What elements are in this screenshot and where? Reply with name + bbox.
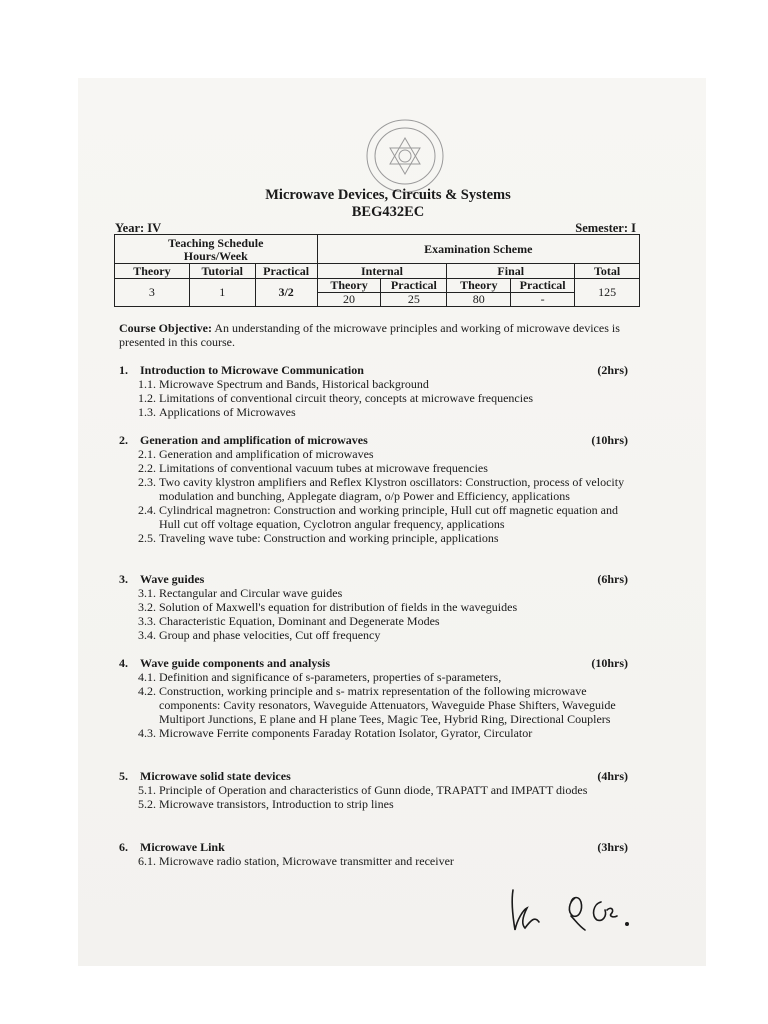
list-item: 2.1. Generation and amplification of microwaves (138, 447, 374, 461)
list-item: 2.5. Traveling wave tube: Construction and working principle, applications (138, 531, 499, 545)
section-hours: (2hrs) (597, 363, 628, 377)
teaching-schedule-header: Teaching Schedule Hours/Week (115, 235, 318, 264)
list-item: 1.1. Microwave Spectrum and Bands, Historical background (138, 377, 429, 391)
section-number: 4. (119, 656, 128, 670)
university-seal-stamp (360, 116, 450, 196)
examination-scheme-header: Examination Scheme (317, 235, 639, 264)
section-hours: (10hrs) (591, 656, 628, 670)
val-final-theory: 80 (447, 293, 511, 307)
course-title: Microwave Devices, Circuits & Systems (265, 187, 511, 203)
list-item: 5.2. Microwave transistors, Introduction to strip lines (138, 797, 394, 811)
col-internal: Internal (317, 264, 447, 279)
list-item: 2.4. Cylindrical magnetron: Construction and working principle, Hull cut off magnetic equation and Hull cut off voltage equation, Cyclotron angular frequency, applications (138, 503, 619, 531)
course-objective (119, 321, 639, 349)
list-item: 2.2. Limitations of conventional vacuum tubes at microwave frequencies (138, 461, 488, 475)
objective-text: An understanding of the microwave principles and working of microwave devices is presented in this course. (119, 321, 620, 349)
year-label: Year: IV (115, 221, 162, 235)
section-title: Wave guides (140, 572, 205, 586)
objective-label: Course Objective: (119, 321, 212, 335)
list-item: 1.3. Applications of Microwaves (138, 405, 296, 419)
section-number: 6. (119, 840, 128, 854)
handwritten-signature (505, 880, 640, 940)
sub-final-practical: Practical (511, 279, 575, 293)
sub-internal-theory: Theory (317, 279, 381, 293)
val-tutorial: 1 (189, 279, 255, 307)
list-item: 3.2. Solution of Maxwell's equation for distribution of fields in the waveguides (138, 600, 518, 614)
section-number: 2. (119, 433, 128, 447)
section-5 (119, 769, 639, 811)
section-title: Introduction to Microwave Communication (140, 363, 364, 377)
list-item: 3.3. Characteristic Equation, Dominant and Degenerate Modes (138, 614, 440, 628)
list-item: 2.3. Two cavity klystron amplifiers and Reflex Klystron oscillators: Construction, process of velocity modulation and bunching, Applegate diagram, o/p Power and Efficiency, applications (138, 475, 625, 503)
section-title: Microwave solid state devices (140, 769, 291, 783)
col-tutorial: Tutorial (189, 264, 255, 279)
section-number: 5. (119, 769, 128, 783)
section-hours: (4hrs) (597, 769, 628, 783)
section-hours: (3hrs) (597, 840, 628, 854)
val-theory: 3 (115, 279, 190, 307)
section-hours: (6hrs) (597, 572, 628, 586)
list-item: 4.1. Definition and significance of s-parameters, properties of s-parameters, (138, 670, 502, 684)
val-final-practical: - (511, 293, 575, 307)
val-internal-practical: 25 (381, 293, 447, 307)
section-4 (119, 656, 639, 740)
list-item: 1.2. Limitations of conventional circuit theory, concepts at microwave frequencies (138, 391, 534, 405)
list-item: 4.2. Construction, working principle and s- matrix representation of the following microwave components: Cavity resonators, Waveguide Attenuators, Waveguide Phase Shifters, Waveguide Multiport Junctions, E plane and H plane Tees, Magic Tee, Hybrid Ring, Directional Couplers (138, 684, 616, 726)
list-item: 6.1. Microwave radio station, Microwave transmitter and receiver (138, 854, 454, 868)
section-title: Generation and amplification of microwaves (140, 433, 368, 447)
list-item: 3.4. Group and phase velocities, Cut off frequency (138, 628, 381, 642)
section-title: Wave guide components and analysis (140, 656, 331, 670)
col-theory: Theory (115, 264, 190, 279)
col-total: Total (575, 264, 640, 279)
section-hours: (10hrs) (591, 433, 628, 447)
list-item: 3.1. Rectangular and Circular wave guides (138, 586, 343, 600)
sub-internal-practical: Practical (381, 279, 447, 293)
val-practical: 3/2 (255, 279, 317, 307)
list-item: 4.3. Microwave Ferrite components Faraday Rotation Isolator, Gyrator, Circulator (138, 726, 533, 740)
val-internal-theory: 20 (317, 293, 381, 307)
section-number: 1. (119, 363, 128, 377)
section-6 (119, 840, 639, 868)
schedule-table (114, 234, 640, 307)
section-title: Microwave Link (140, 840, 225, 854)
list-item: 5.1. Principle of Operation and characteristics of Gunn diode, TRAPATT and IMPATT diodes (138, 783, 588, 797)
section-3 (119, 572, 639, 642)
section-2 (119, 433, 639, 545)
course-code: BEG432EC (351, 204, 425, 220)
col-practical: Practical (255, 264, 317, 279)
section-1 (119, 363, 639, 419)
val-total: 125 (575, 279, 640, 307)
col-final: Final (447, 264, 575, 279)
section-number: 3. (119, 572, 128, 586)
semester-label: Semester: I (575, 221, 636, 235)
sub-final-theory: Theory (447, 279, 511, 293)
